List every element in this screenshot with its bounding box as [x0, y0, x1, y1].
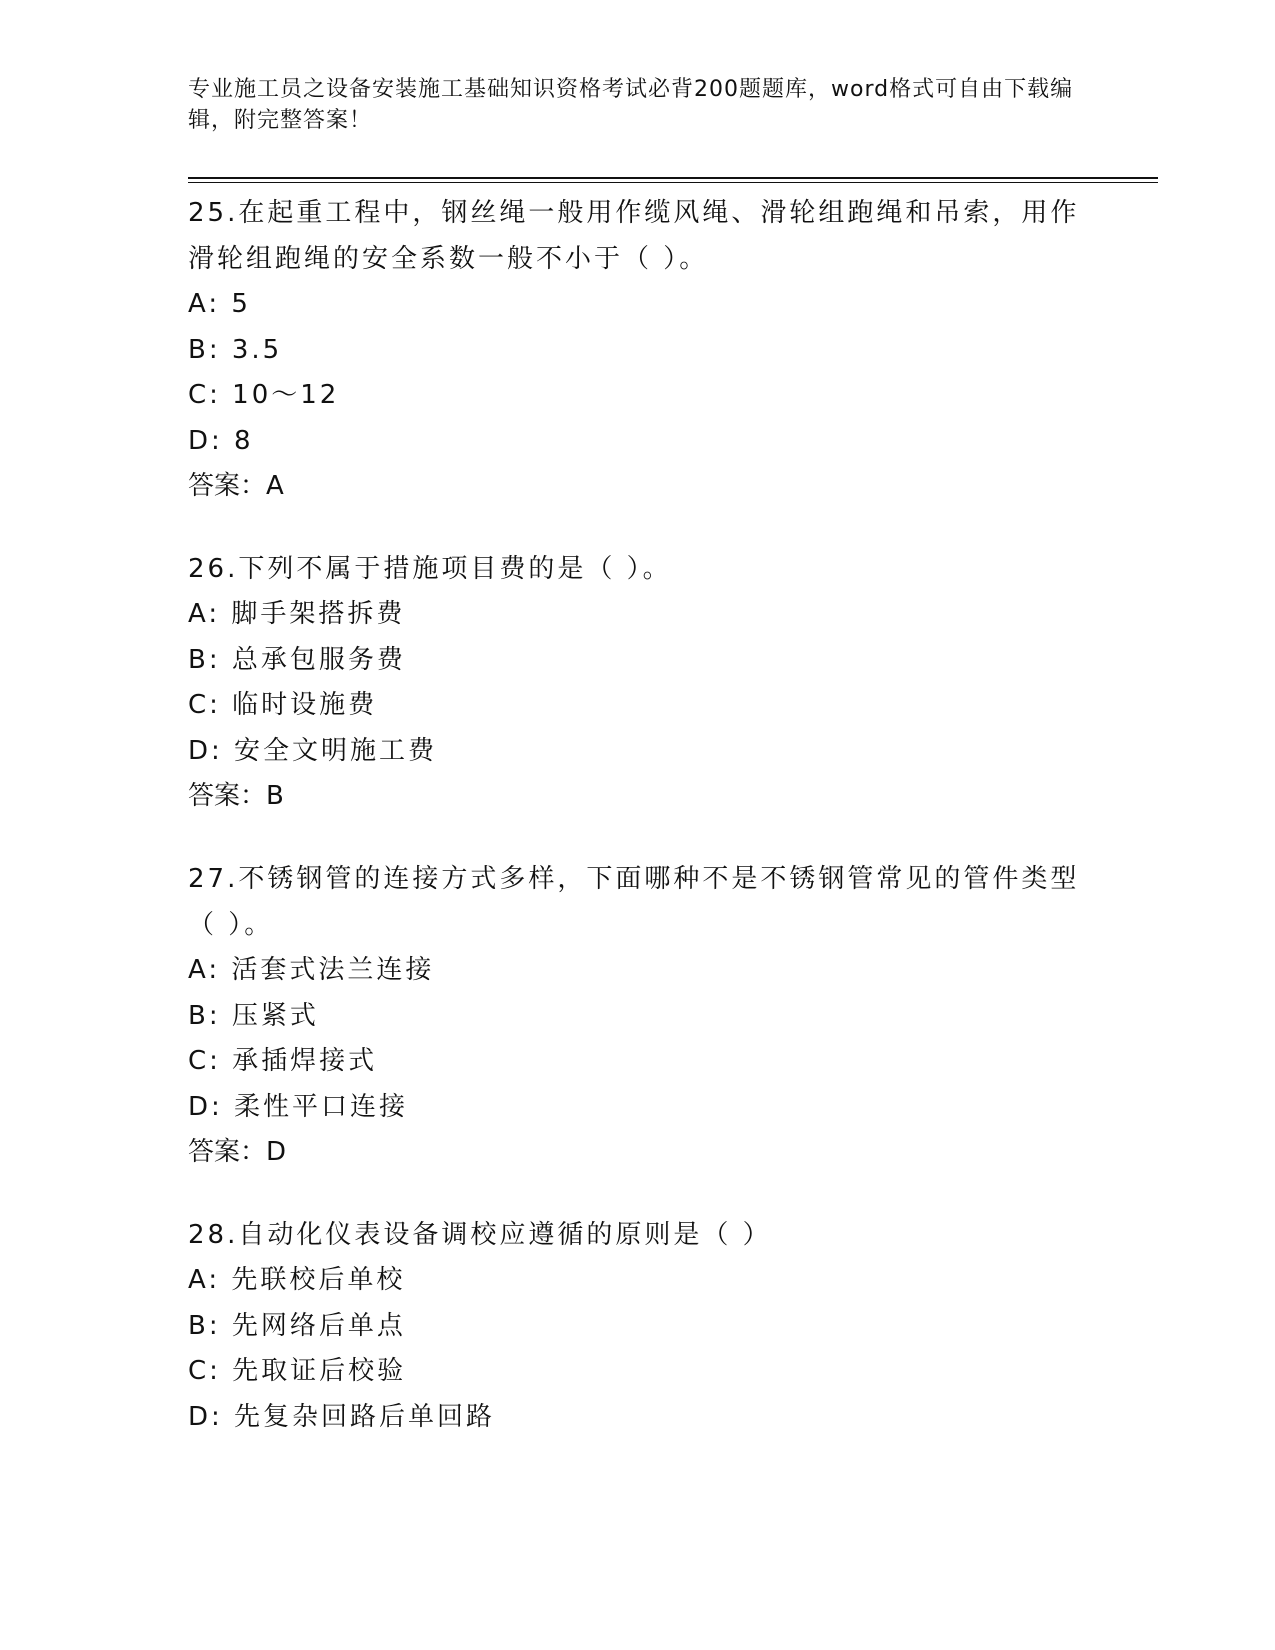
option-a: A: 5 [188, 289, 251, 319]
option-c: C: 承插焊接式 [188, 1046, 378, 1076]
option-d: D: 柔性平口连接 [188, 1091, 409, 1122]
option-b: B: 先网络后单点 [188, 1310, 406, 1341]
option-a: A: 先联校后单校 [188, 1265, 406, 1295]
option-c: C: 临时设施费 [188, 690, 378, 720]
question-text: 28.自动化仪表设备调校应遵循的原则是（ ） [188, 1220, 772, 1250]
document-header: 专业施工员之设备安装施工基础知识资格考试必背200题题库，word格式可自由下载编辑，附完整答案！ [188, 77, 1074, 133]
question-text: 26.下列不属于措施项目费的是（ ）。 [188, 554, 672, 584]
option-b: B: 压紧式 [188, 1000, 319, 1031]
answer: 答案：A [188, 471, 284, 501]
question-27 [188, 856, 1088, 1174]
option-a: A: 脚手架搭拆费 [188, 599, 406, 629]
option-a: A: 活套式法兰连接 [188, 955, 435, 985]
question-text: 27.不锈钢管的连接方式多样，下面哪种不是不锈钢管常见的管件类型（ ）。 [188, 864, 1080, 940]
option-c: C: 10～12 [188, 380, 340, 410]
option-b: B: 总承包服务费 [188, 644, 406, 675]
option-d: D: 先复杂回路后单回路 [188, 1401, 496, 1432]
question-26 [188, 546, 1088, 818]
answer: 答案：B [188, 781, 284, 811]
option-d: D: 8 [188, 425, 254, 456]
header-divider-thin [188, 182, 1158, 183]
answer: 答案：D [188, 1137, 287, 1167]
question-text: 25.在起重工程中，钢丝绳一般用作缆风绳、滑轮组跑绳和吊索，用作滑轮组跑绳的安全系数一般不小于（ ）。 [188, 198, 1080, 274]
option-b: B: 3.5 [188, 334, 283, 365]
header-divider-thick [188, 177, 1158, 179]
question-25 [188, 190, 1088, 508]
question-list [188, 190, 1088, 1478]
option-d: D: 安全文明施工费 [188, 735, 438, 766]
option-c: C: 先取证后校验 [188, 1356, 407, 1386]
question-28 [188, 1212, 1088, 1440]
